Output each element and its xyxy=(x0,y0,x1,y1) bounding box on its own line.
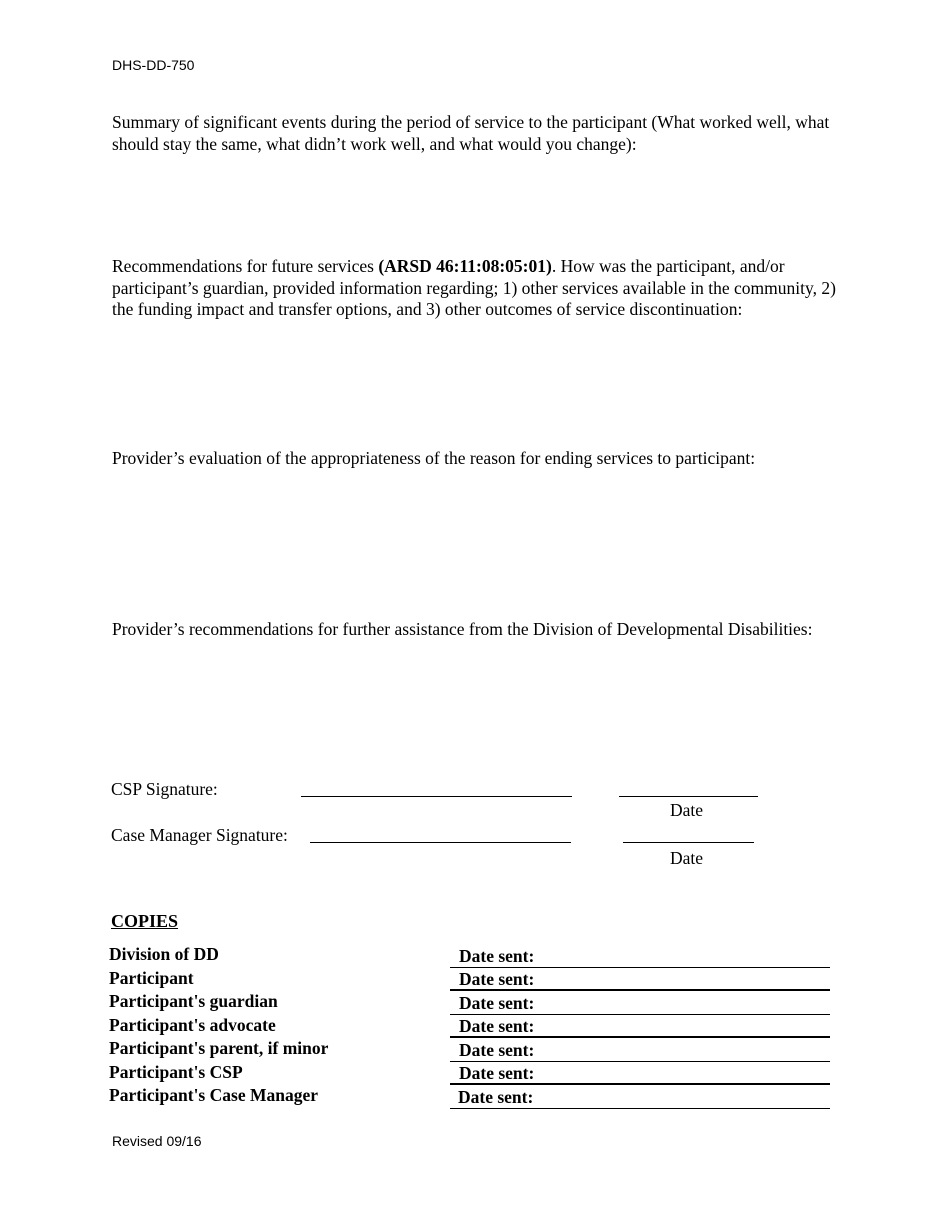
recipient-participant-csp: Participant's CSP xyxy=(109,1062,243,1082)
date-sent-participant-guardian[interactable]: Date sent: xyxy=(450,992,830,1015)
recipient-division-of-dd: Division of DD xyxy=(109,944,219,964)
csp-signature-line[interactable] xyxy=(301,796,572,797)
further-assistance-prompt: Provider’s recommendations for further assistance from the Division of Developmental Disabilities: xyxy=(112,619,813,639)
case-manager-signature-label: Case Manager Signature: xyxy=(111,825,288,845)
date-sent-division-of-dd[interactable]: Date sent: xyxy=(450,945,830,968)
date-sent-participant-case-manager[interactable]: Date sent: xyxy=(450,1086,830,1109)
recipient-participant: Participant xyxy=(109,968,194,988)
date-sent-participant-csp[interactable]: Date sent: xyxy=(450,1062,830,1085)
case-manager-date-line[interactable] xyxy=(623,842,754,843)
recommendations-lead: Recommendations for future services xyxy=(112,256,379,276)
evaluation-prompt: Provider’s evaluation of the appropriateness of the reason for ending services to participant: xyxy=(112,448,756,468)
csp-date-label: Date xyxy=(670,800,704,820)
date-sent-participant[interactable]: Date sent: xyxy=(450,968,830,991)
recommendations-rest: . How was the participant, and/or participant’s guardian, provided information regarding; 1) other services available in the community, 2) the funding impact and transfer options, and 3) other outcomes of service discontinuation: xyxy=(112,256,836,319)
form-id: DHS-DD-750 xyxy=(112,57,195,73)
revised-date: Revised 09/16 xyxy=(112,1133,202,1149)
case-manager-signature-line[interactable] xyxy=(310,842,571,843)
recipient-participant-parent: Participant's parent, if minor xyxy=(109,1038,329,1058)
date-sent-participant-parent[interactable]: Date sent: xyxy=(450,1039,830,1062)
csp-date-line[interactable] xyxy=(619,796,758,797)
recipient-participant-advocate: Participant's advocate xyxy=(109,1015,276,1035)
recommendations-prompt xyxy=(112,256,842,321)
recipient-participant-case-manager: Participant's Case Manager xyxy=(109,1085,318,1105)
summary-prompt: Summary of significant events during the period of service to the participant (What worked well, what should stay the same, what didn’t work well, and what would you change): xyxy=(112,112,830,154)
arsd-citation: (ARSD 46:11:08:05:01) xyxy=(378,256,552,276)
recipient-participant-guardian: Participant's guardian xyxy=(109,991,278,1011)
case-manager-date-label: Date xyxy=(670,848,704,868)
date-sent-participant-advocate[interactable]: Date sent: xyxy=(450,1015,830,1038)
csp-signature-label: CSP Signature: xyxy=(111,779,218,799)
copies-heading: COPIES xyxy=(111,911,179,931)
